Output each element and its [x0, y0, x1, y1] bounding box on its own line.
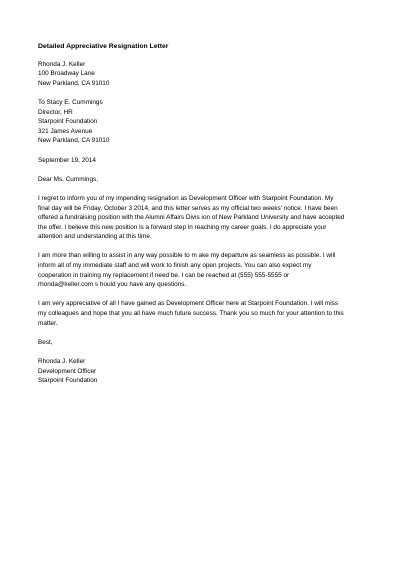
paragraph-resignation-notice: I regret to inform you of my impending resignation as Development Officer with Starpoint Foundation. My final day will be Friday, October 3 2014, and this letter serves as my official two weeks' notice. I have been offered a fundraising position with the Alumni Affairs Divis ion of New Parkland University and have accepted the offer. I believe this new position is a forward step in reaching my career goals. I do appreciate your attention and understanding at this time.	[38, 194, 345, 241]
sender-city: New Parkland, CA 91010	[38, 79, 110, 87]
recipient-address	[38, 98, 368, 146]
closing: Best,	[38, 338, 53, 346]
recipient-name: To Stacy E. Cummings	[38, 98, 103, 106]
signature-title: Development Officer	[38, 367, 97, 375]
recipient-title: Director, HR	[38, 108, 73, 116]
signature-organization: Starpoint Foundation	[38, 377, 98, 385]
salutation: Dear Ms. Cummings,	[38, 175, 99, 183]
sender-address	[38, 60, 368, 89]
sender-name: Rhonda J. Keller	[38, 60, 86, 68]
letter-body	[38, 42, 368, 395]
recipient-organization: Starpoint Foundation	[38, 118, 98, 126]
signature-name: Rhonda J. Keller	[38, 358, 86, 365]
paragraph-transition-help: I am more than willing to assist in any way possible to m ake my departure as seamless as possible. I will inform all of my immediate staff and will work to finish any open projects. You can also expect my cooperation in training my replacement if need be. I can be reached at (555) 555-5555 or rhonda@keller.com s hould you have any questions.	[38, 252, 336, 289]
recipient-city: New Parkland, CA 91010	[38, 137, 110, 145]
letter-date: September 19, 2014	[38, 156, 96, 164]
sender-street: 100 Broadway Lane	[38, 70, 95, 78]
recipient-street: 321 James Avenue	[38, 127, 93, 135]
signature-block	[38, 357, 368, 386]
letter-title: Detailed Appreciative Resignation Letter	[38, 43, 169, 50]
paragraph-appreciation: I am very appreciative of all I have gained as Development Officer here at Starpoint Foundation. I will miss my colleagues and hope that you all have much future success. Thank you so much for your attention to this matter.	[38, 300, 344, 327]
